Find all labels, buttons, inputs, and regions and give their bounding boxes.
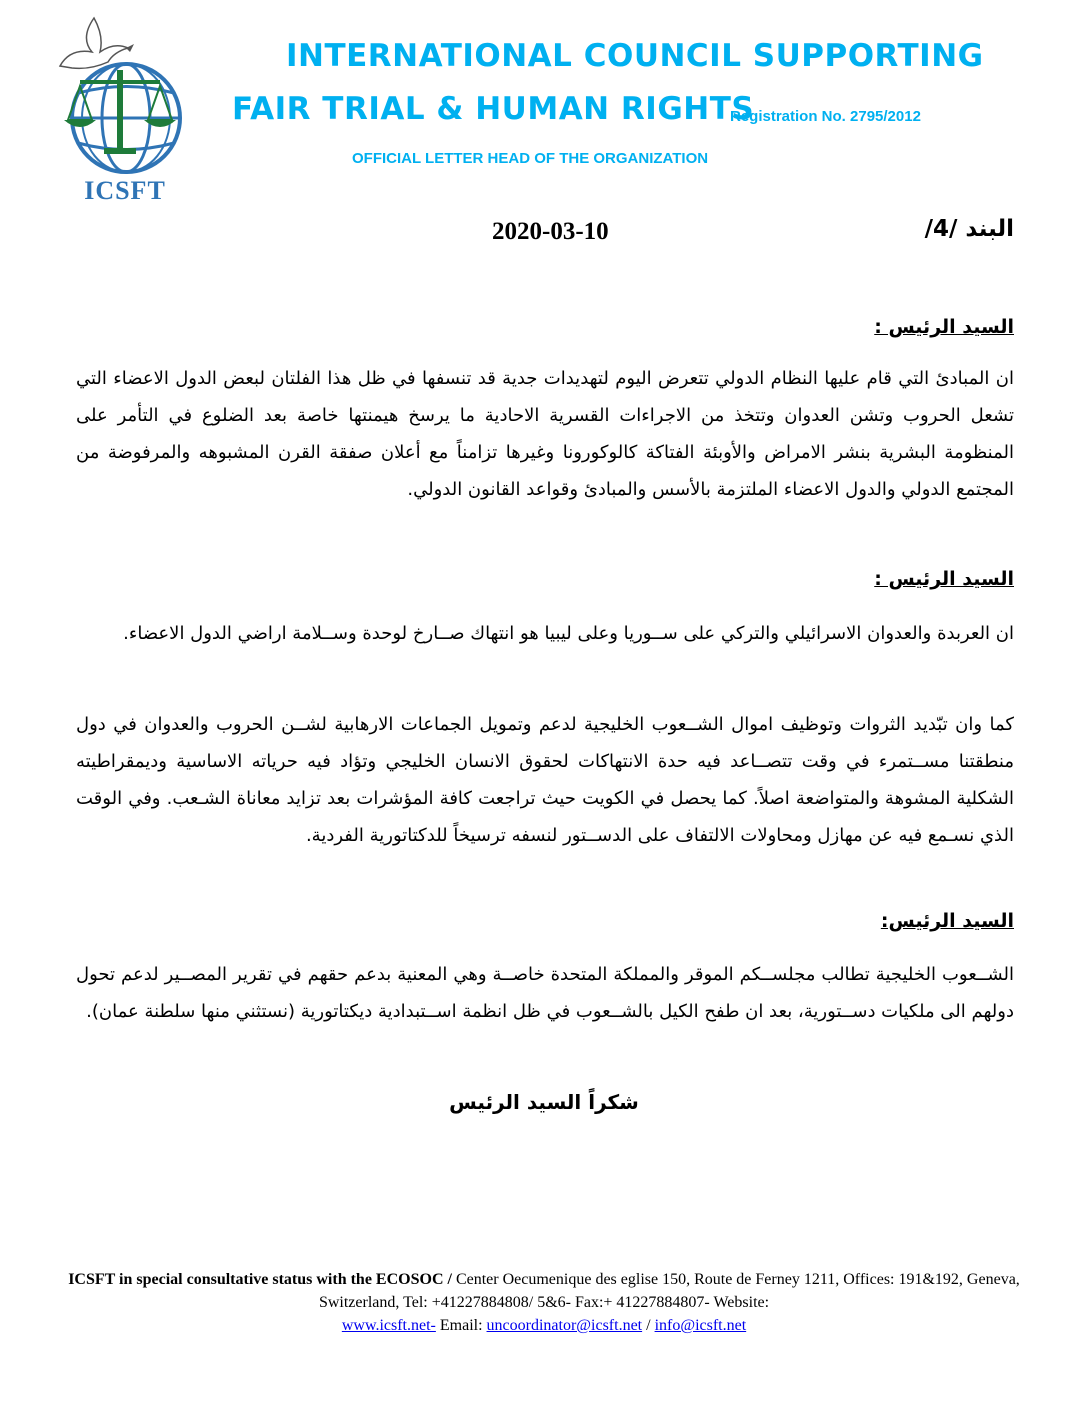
- paragraph-2: ان العربدة والعدوان الاسرائيلي والتركي على ســوريا وعلى ليبيا هو انتهاك صــارخ لوحدة وســلامة اراضي الدول الاعضاء.: [123, 623, 1014, 644]
- footer: [60, 1268, 1028, 1337]
- footer-address: Center Oecumenique des eglise 150, Route de Ferney 1211, Offices: 191&192, Geneva, Switzerland, Tel: +41227884808/ 5&6- Fax:+ 41227884807- Website:: [318, 1271, 1020, 1311]
- email-link-coordinator[interactable]: uncoordinator@icsft.net: [486, 1317, 643, 1334]
- email-separator: /: [646, 1317, 651, 1334]
- organization-title-line1: INTERNATIONAL COUNCIL SUPPORTING: [286, 38, 984, 74]
- closing-thanks: شكراً السيد الرئيس: [449, 1090, 639, 1114]
- salutation-heading-2: السيد الرئيس :: [874, 568, 1014, 590]
- website-link[interactable]: www.icsft.net-: [341, 1317, 436, 1334]
- footer-status: ICSFT in special consultative status with the ECOSOC /: [68, 1271, 452, 1288]
- paragraph-3: كما وان تبّديد الثروات وتوظيف اموال الشــعوب الخليجية لدعم وتمويل الجماعات الارهابية لشــن الحروب والعدوان في دول منطقتنا مســتمرء في وقت تتصــاعد فيه حدة الانتهاكات لحقوق الانسان الخليجي وتؤاد فيه حرياته الاساسية وديمقراطيته الشكلية المشوهة والمتواضعة اصلاً. كما يحصل في الكويت حيث تراجعت كافة المؤشرات بعد تزايد معاناة الشـعب. وفي الوقت الذي نسـمع فيه عن مهازل ومحاولات الالتفاف على الدســتور لنسفه ترسيخاً للدكتاتورية الفردية.: [76, 714, 1014, 846]
- email-link-info[interactable]: info@icsft.net: [654, 1317, 747, 1334]
- letter-date: 2020-03-10: [492, 218, 609, 245]
- organization-logo: [50, 8, 200, 208]
- organization-title-line2: FAIR TRIAL & HUMAN RIGHTS: [232, 91, 755, 127]
- salutation-heading-1: السيد الرئيس :: [874, 316, 1014, 338]
- scales-globe-logo-icon: [50, 8, 200, 178]
- salutation-heading-3: السيد الرئيس:: [880, 910, 1014, 932]
- letterhead-subheading: OFFICIAL LETTER HEAD OF THE ORGANIZATION: [352, 150, 709, 167]
- paragraph-4: الشــعوب الخليجية تطالب مجلســكم الموقر والمملكة المتحدة خاصــة وهي المعنية بدعم حقهم في تقرير المصــير لدعم تحول دولهم الى ملكيات دســتورية، بعد ان طفح الكيل بالشــعوب في ظل انظمة اســتبدادية ديكتاتورية (نستثني منها سلطنة عمان).: [76, 964, 1014, 1022]
- paragraph-1: ان المبادئ التي قام عليها النظام الدولي تتعرض اليوم لتهديدات جدية قد تنسفها في ظل هذا الفلتان لبعض الدول الاعضاء التي تشعل الحروب وتشن العدوان وتتخذ من الاجراءات القسرية الاحادية ما يرسخ هيمنتها خاصة بعد الضلوع في التأمر على المنظومة البشرية بنشر الامراض والأوبئة الفتاكة كالوكورونا وغيرها تزامناً مع أعلان صفقة القرن المشبوهه والمرفوضة من المجتمع الدولي والدول الاعضاء الملتزمة بالأسس والمبادئ وقواعد القانون الدولي.: [76, 368, 1014, 500]
- email-label: Email:: [439, 1317, 483, 1334]
- agenda-item: البند /4/: [924, 216, 1014, 242]
- registration-number: Registration No. 2795/2012: [730, 108, 921, 125]
- logo-text: ICSFT: [84, 176, 166, 205]
